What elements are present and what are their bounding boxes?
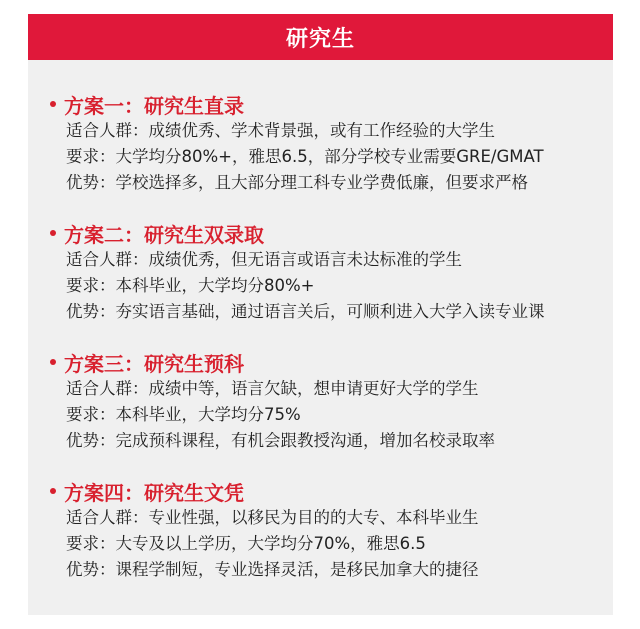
plan-requirements: 要求：本科毕业，大学均分80%+ [66,276,315,295]
bullet-icon [50,359,56,365]
bullet-icon [50,101,56,107]
plan-section-1 [66,90,606,196]
plan-requirements: 要求：大专及以上学历，大学均分70%，雅思6.5 [66,534,426,553]
plan-title: 方案四：研究生文凭 [50,477,606,505]
plan-advantages: 优势：学校选择多，且大部分理工科专业学费低廉，但要求严格 [66,173,528,192]
plan-section-4 [66,477,606,583]
plan-audience: 适合人群：成绩优秀，但无语言或语言未达标准的学生 [66,250,462,269]
plan-section-3 [66,348,606,454]
plan-requirements: 要求：本科毕业，大学均分75% [66,405,301,424]
plan-title: 方案二：研究生双录取 [50,219,606,247]
plan-audience: 适合人群：成绩中等，语言欠缺，想申请更好大学的学生 [66,379,479,398]
card-header [28,14,613,60]
info-card [28,14,613,615]
plan-requirements: 要求：大学均分80%+，雅思6.5，部分学校专业需要GRE/GMAT [66,147,544,166]
plan-audience: 适合人群：专业性强，以移民为目的的大专、本科毕业生 [66,508,479,527]
bullet-icon [50,230,56,236]
plan-audience: 适合人群：成绩优秀、学术背景强，或有工作经验的大学生 [66,121,495,140]
plan-title: 方案三：研究生预科 [50,348,606,376]
plan-advantages: 优势：夯实语言基础，通过语言关后，可顺利进入大学入读专业课 [66,302,545,321]
plan-section-2 [66,219,606,325]
plan-title: 方案一：研究生直录 [50,90,606,118]
plan-advantages: 优势：完成预科课程，有机会跟教授沟通，增加名校录取率 [66,431,495,450]
plan-advantages: 优势：课程学制短，专业选择灵活，是移民加拿大的捷径 [66,560,479,579]
bullet-icon [50,488,56,494]
card-title: 研究生 [285,26,355,52]
